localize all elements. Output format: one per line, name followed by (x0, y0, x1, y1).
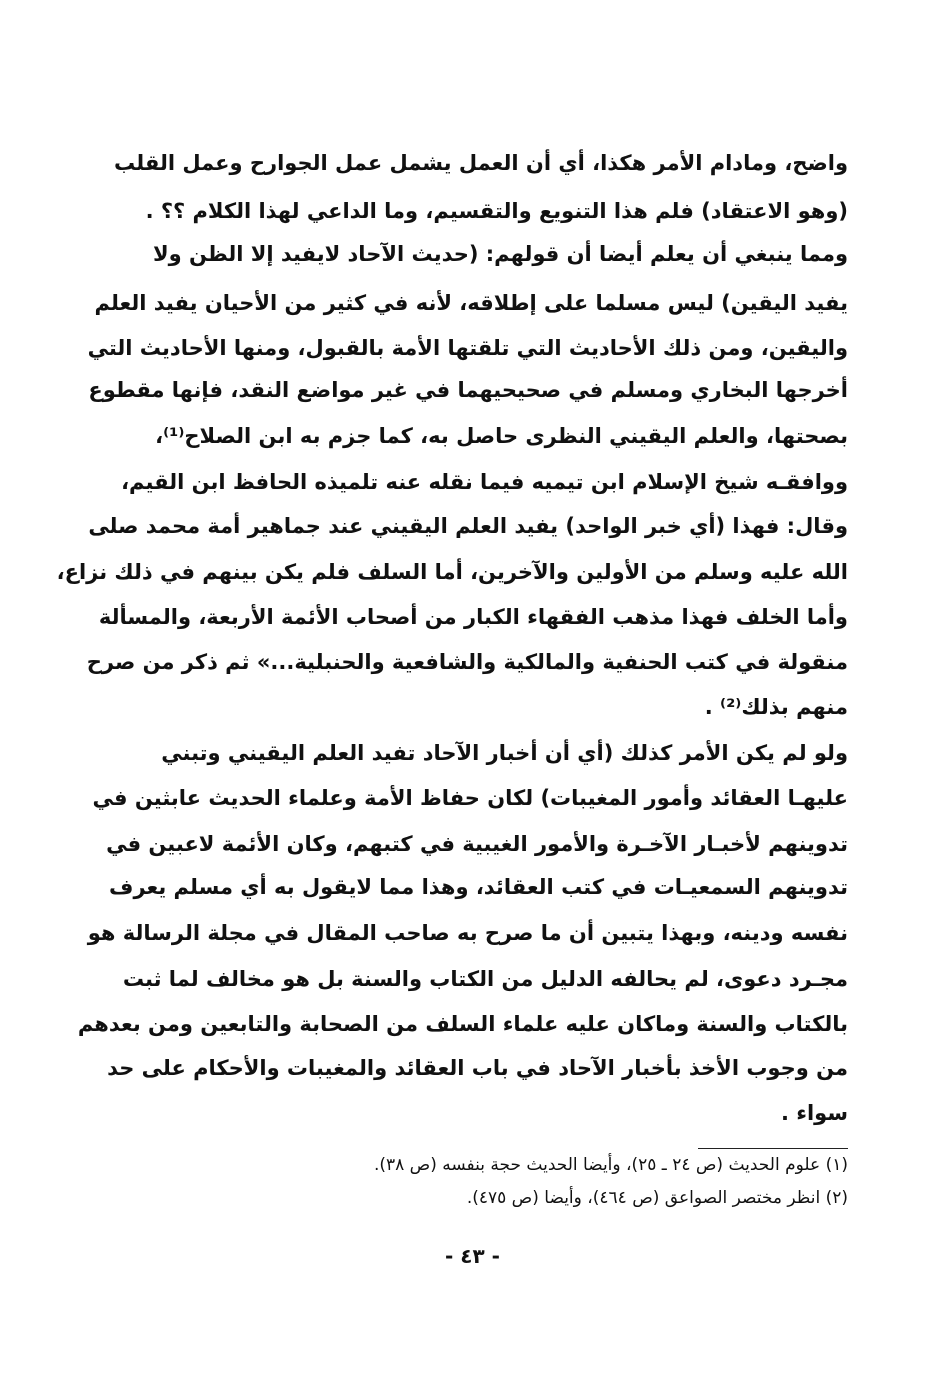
text-line: نفسه ودينه، وبهذا يتبين أن ما صرح به صاحب المقال في مجلة الرسالة هو (87, 921, 848, 945)
text-line: وأما الخلف فهذا مذهب الفقهاء الكبار من أصحاب الأئمة الأربعة، والمسألة (98, 605, 848, 629)
text-line: الله عليه وسلم من الأولين والآخرين، أما السلف فلم يكن بينهم في ذلك نزاع، (56, 560, 848, 584)
text-line: تدوينهم السمعيـات في كتب العقائد، وهذا مما لايقول به أي مسلم يعرف (109, 875, 848, 899)
text-line: ولو لم يكن الأمر كذلك (أي أن أخبار الآحاد تفيد العلم اليقيني وتبني (161, 741, 848, 765)
footnote-1: (١) علوم الحديث (ص ٢٤ ـ ٢٥)، وأيضا الحديث حجة بنفسه (ص ٣٨). (373, 1155, 848, 1175)
text-line: يفيد اليقين) ليس مسلما على إطلاقه، لأنه في كثير من الأحيان يفيد العلم (94, 291, 848, 315)
text-line: ووافقـه شيخ الإسلام ابن تيميه فيما نقله عنه تلميذه الحافظ ابن القيم، (121, 470, 848, 494)
text-line: منقولة في كتب الحنفية والمالكية والشافعية والحنبلية...» ثم ذكر من صرح (86, 650, 848, 674)
text-line: تدوينهم لأخبـار الآخـرة والأمور الغيبية في كتبهم، وكان الأئمة لاعبين في (106, 832, 848, 856)
page-number: - ٤٣ - (445, 1244, 500, 1268)
text-line: وقال: فهذا (أي خبر الواحد) يفيد العلم اليقيني عند جماهير أمة محمد صلى (88, 514, 848, 538)
text-line: ومما ينبغي أن يعلم أيضا أن قولهم: (حديث الآحاد لايفيد إلا الظن ولا (152, 242, 848, 266)
footnote-2: (٢) انظر مختصر الصواعق (ص ٤٦٤)، وأيضا (ص ٤٧٥). (466, 1188, 848, 1208)
text-line: بالكتاب والسنة وماكان عليه علماء السلف من الصحابة والتابعين ومن بعدهم (77, 1012, 848, 1036)
text-line: من وجوب الأخذ بأخبار الآحاد في باب العقائد والمغيبات والأحكام على حد (107, 1056, 848, 1080)
text-line: مجـرد دعوى، لم يحالفه الدليل من الكتاب والسنة بل هو مخالف لما ثبت (122, 967, 848, 991)
text-line: أخرجها البخاري ومسلم في صحيحيهما في غير مواضع النقد، فإنها مقطوع (88, 378, 848, 402)
text-line: واضح، ومادام الأمر هكذا، أي أن العمل يشمل عمل الجوارح وعمل القلب (114, 151, 848, 175)
text-line: بصحتها، والعلم اليقيني النظرى حاصل به، كما جزم به ابن الصلاح⁽¹⁾، (155, 424, 848, 448)
text-line: سواء . (780, 1101, 848, 1125)
text-line: منهم بذلك⁽²⁾ . (704, 695, 848, 719)
text-line: (وهو الاعتقاد) فلم هذا التنويع والتقسيم، وما الداعي لهذا الكلام ؟؟ . (145, 199, 848, 223)
text-line: عليهـا العقائد وأمور المغيبات) لكان حفاظ الأمة وعلماء الحديث عابثين في (92, 786, 848, 810)
text-line: واليقين، ومن ذلك الأحاديث التي تلقتها الأمة بالقبول، ومنها الأحاديث التي (87, 336, 848, 360)
footnote-separator (698, 1148, 848, 1149)
